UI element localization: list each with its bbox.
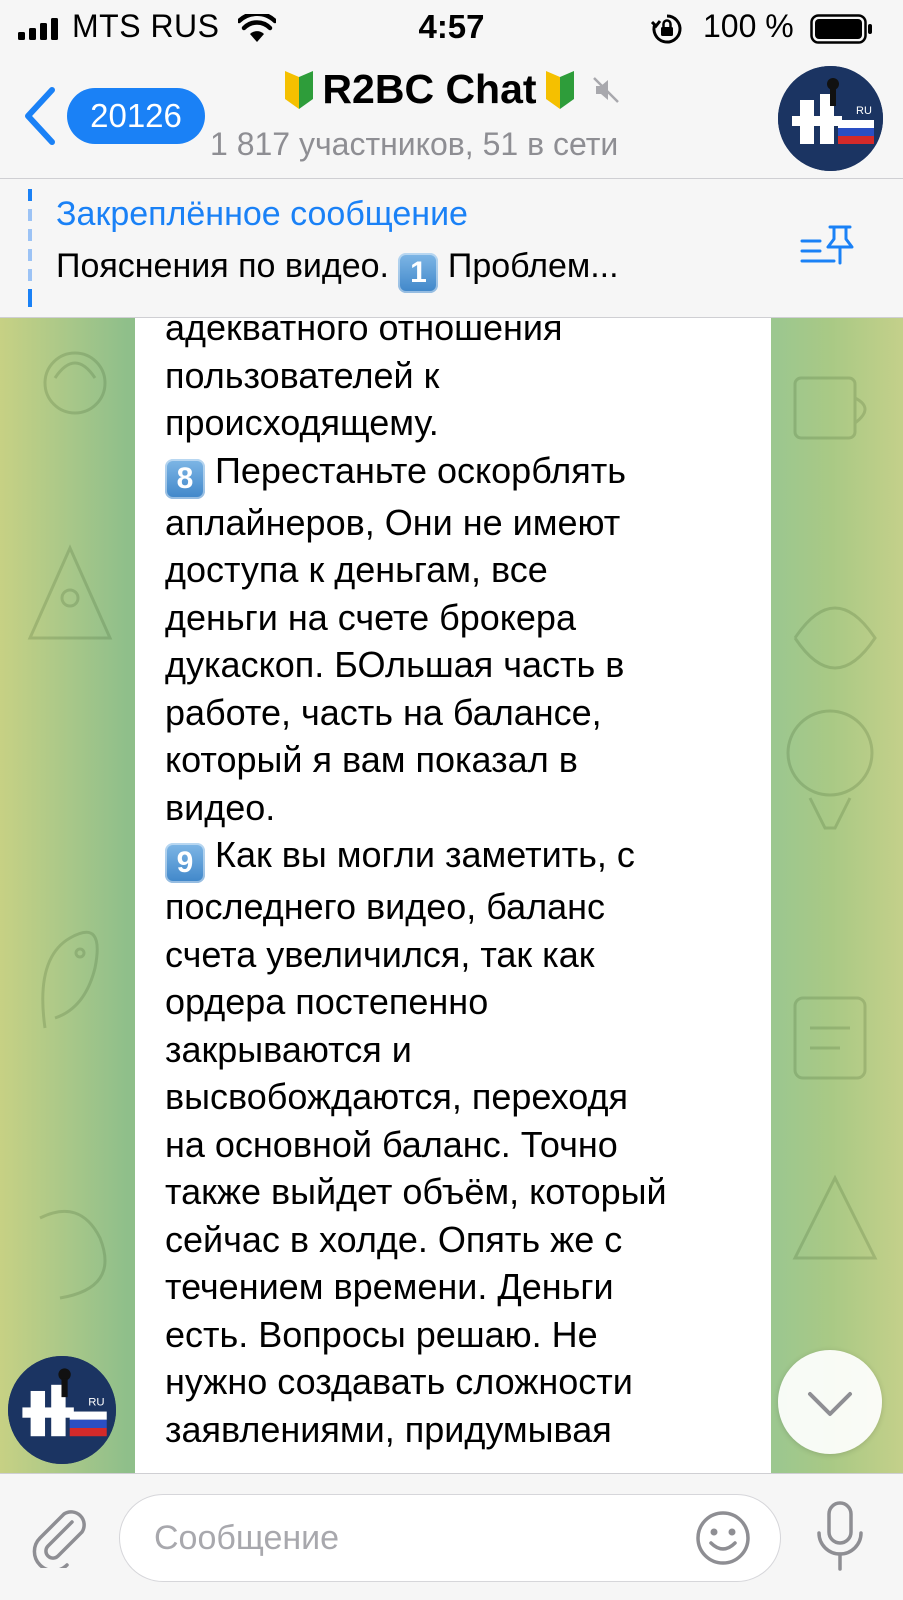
message-line: [165, 831, 765, 883]
carrier-name: MTS RUS: [72, 8, 220, 44]
wallpaper-doodle: [785, 578, 885, 698]
message-input-bar: [0, 1473, 903, 1600]
message-line: [165, 447, 765, 499]
message-input[interactable]: [154, 1513, 654, 1563]
emoji-icon[interactable]: [692, 1507, 754, 1569]
wallpaper-doodle: [30, 338, 120, 428]
wallpaper-doodle: [770, 698, 890, 838]
wallpaper-doodle: [20, 538, 120, 658]
message-line: видео.: [165, 786, 276, 828]
chat-header: [0, 58, 903, 178]
clock-time: 4:57: [418, 8, 485, 45]
message-line: заявлениями, придумывая: [165, 1408, 612, 1450]
rotation-lock-icon: [651, 13, 683, 45]
keycap-number-icon: 9: [165, 843, 205, 883]
battery-icon: [810, 14, 874, 44]
status-bar: [0, 0, 903, 58]
message-line: закрываются и: [165, 1028, 412, 1070]
message-line: происходящему.: [165, 402, 439, 443]
chat-avatar[interactable]: [778, 66, 883, 171]
pinned-text-before: Пояснения по видео.: [56, 247, 399, 285]
keycap-number-icon: 8: [165, 459, 205, 499]
message-line: последнего видео, баланс: [165, 886, 606, 927]
pin-list-icon[interactable]: [800, 223, 856, 273]
chat-title: R2BC Chat: [322, 66, 537, 112]
pinned-title: Закреплённое сообщение: [56, 195, 468, 233]
keycap-number-icon: 1: [398, 253, 438, 293]
scroll-down-chevron-icon: [778, 1350, 882, 1454]
message-line: доступа к деньгам, все: [165, 549, 548, 590]
wallpaper-doodle: [20, 1198, 120, 1318]
chat-avatar-logo: [778, 66, 883, 171]
message-line: ордера постепенно: [165, 981, 489, 1022]
sender-avatar[interactable]: [8, 1356, 116, 1464]
message-line: есть. Вопросы решаю. Не: [165, 1313, 598, 1355]
microphone-icon[interactable]: [810, 1499, 870, 1573]
mute-icon: [591, 75, 621, 105]
message-line: течением времени. Деньги: [165, 1266, 614, 1307]
unread-count-badge[interactable]: 20126: [67, 88, 205, 144]
sender-avatar-logo: [8, 1356, 116, 1464]
message-input-container[interactable]: [119, 1494, 781, 1582]
message-line: сейчас в холде. Опять же с: [165, 1218, 623, 1260]
message-line: также выйдет объём, который: [165, 1171, 667, 1212]
chat-messages-area[interactable]: [0, 318, 903, 1473]
message-line: счета увеличился, так как: [165, 933, 595, 975]
beginner-mark-icon: [543, 69, 577, 111]
scroll-down-button[interactable]: [778, 1350, 882, 1454]
message-line: аплайнеров, Они не имеют: [165, 501, 621, 543]
chat-members-status: 1 817 участников, 51 в сети: [210, 126, 619, 162]
wallpaper-doodle: [780, 978, 890, 1098]
pinned-indicator: [28, 189, 32, 307]
message-line-text: Как вы могли заметить, с: [205, 834, 635, 875]
message-line: дукаскоп. БОльшая часть в: [165, 644, 625, 685]
message-line: на основной баланс. Точно: [165, 1123, 618, 1165]
pinned-preview: [56, 247, 619, 293]
attach-icon[interactable]: [28, 1504, 90, 1568]
wallpaper-doodle: [785, 1168, 885, 1268]
avatar-ru-label: RU: [88, 1396, 105, 1409]
pinned-message-bar[interactable]: [0, 179, 903, 317]
message-text: [165, 318, 765, 1453]
message-line: высвобождаются, переходя: [165, 1076, 628, 1117]
pinned-text-after: Проблем...: [438, 247, 619, 285]
wallpaper-doodle: [15, 898, 125, 1038]
avatar-ru-label: RU: [856, 105, 872, 117]
beginner-mark-icon: [282, 69, 316, 111]
battery-percent: 100 %: [703, 8, 794, 44]
chat-title-row[interactable]: [0, 66, 903, 113]
message-line: деньги на счете брокера: [165, 596, 576, 638]
message-line: адекватного отношения: [165, 318, 563, 348]
message-line: работе, часть на балансе,: [165, 691, 602, 733]
message-line: пользователей к: [165, 354, 440, 396]
wallpaper-doodle: [775, 348, 885, 458]
message-line-text: Перестаньте оскорблять: [205, 449, 626, 491]
message-line: нужно создавать сложности: [165, 1361, 633, 1402]
message-line: который я вам показал в: [165, 739, 578, 780]
